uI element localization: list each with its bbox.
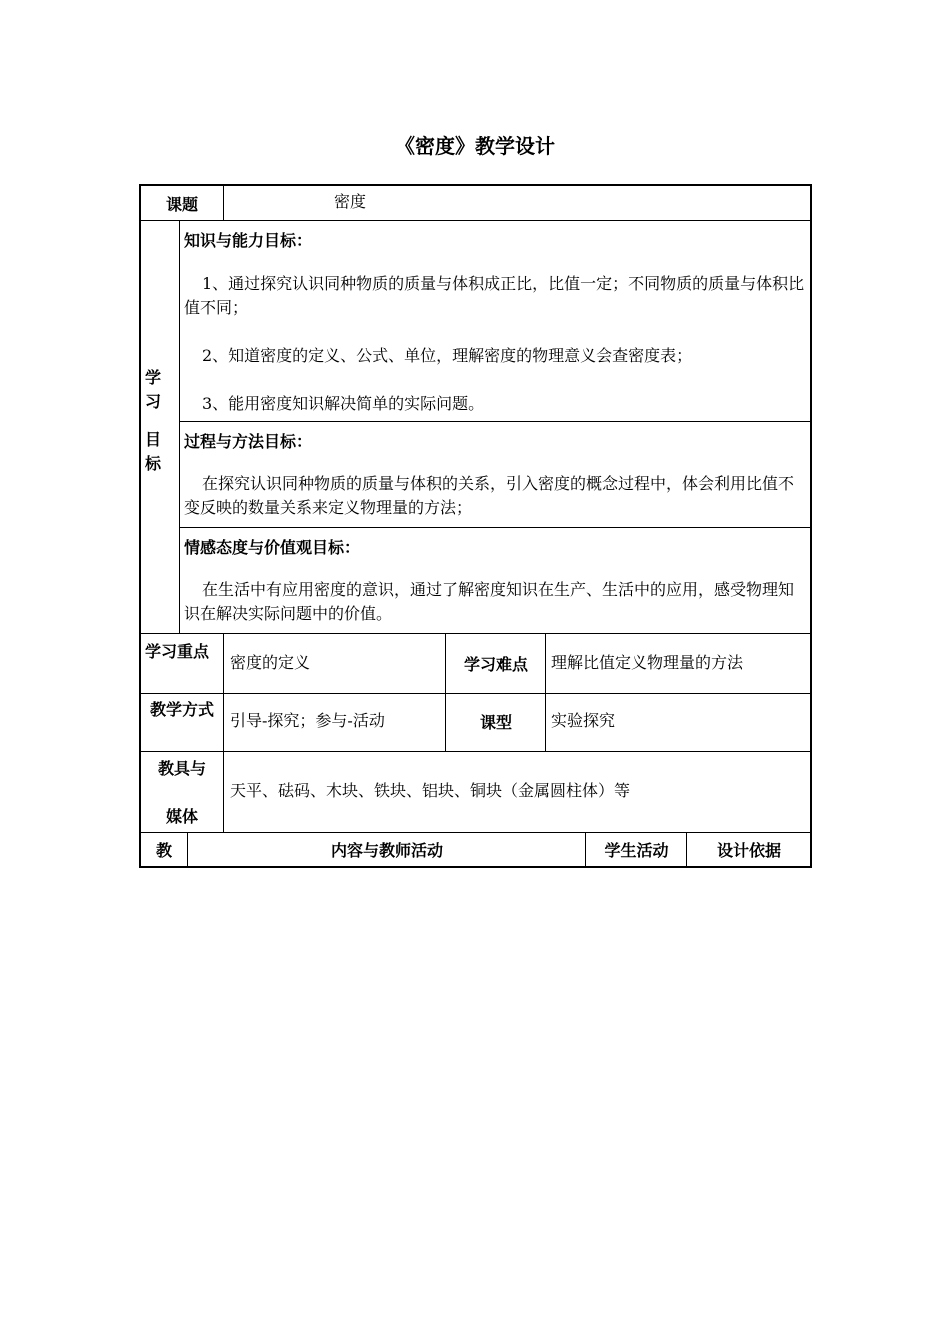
key-point-value: 密度的定义 <box>230 653 311 672</box>
objectives-label-char: 目 <box>145 430 162 449</box>
tools-label-line: 媒体 <box>165 807 198 826</box>
lesson-type-label: 课型 <box>479 713 512 732</box>
knowledge-heading: 知识与能力目标： <box>184 231 313 250</box>
lesson-type-value: 实验探究 <box>551 711 616 730</box>
difficulty-label: 学习难点 <box>463 655 528 674</box>
tools-label <box>141 757 223 829</box>
row-divider <box>139 751 812 752</box>
emotion-heading: 情感态度与价值观目标： <box>184 538 361 557</box>
emotion-text: 在生活中有应用密度的意识，通过了解密度知识在生产、生活中的应用，感受物理知识在解决实际问题中的价值。 <box>184 580 795 623</box>
process-text: 在探究认识同种物质的质量与体积的关系，引入密度的概念过程中，体会利用比值不变反映的数量关系来定义物理量的方法； <box>184 474 795 517</box>
row-divider <box>179 421 812 422</box>
col-divider <box>223 633 224 833</box>
process-col-basis: 设计依据 <box>716 841 781 860</box>
objectives-label-char: 习 <box>145 392 162 411</box>
col-divider <box>187 832 188 868</box>
row-divider <box>139 220 812 221</box>
tools-label-line: 教具与 <box>157 759 206 778</box>
topic-value: 密度 <box>334 192 367 211</box>
col-divider <box>179 220 180 634</box>
knowledge-item-3: 3、能用密度知识解决简单的实际问题。 <box>202 394 485 413</box>
process-col-teach: 教 <box>155 841 172 860</box>
method-value: 引导-探究；参与-活动 <box>230 711 385 730</box>
objectives-label-char: 学 <box>145 368 162 387</box>
knowledge-item-1: 1、通过探究认识同种物质的质量与体积成正比，比值一定；不同物质的质量与体积比值不同； <box>184 274 805 317</box>
process-col-student: 学生活动 <box>604 841 669 860</box>
row-divider <box>139 633 812 634</box>
row-divider <box>179 527 812 528</box>
method-label: 教学方式 <box>150 700 215 719</box>
difficulty-value: 理解比值定义物理量的方法 <box>551 653 744 672</box>
document-title: 《密度》教学设计 <box>395 134 555 158</box>
knowledge-item-2: 2、知道密度的定义、公式、单位，理解密度的物理意义会查密度表； <box>202 346 693 365</box>
row-divider <box>139 693 812 694</box>
process-heading: 过程与方法目标： <box>184 432 313 451</box>
topic-label: 课题 <box>165 195 198 214</box>
col-divider <box>223 184 224 221</box>
col-divider <box>445 633 446 752</box>
process-col-content: 内容与教师活动 <box>330 841 443 860</box>
col-divider <box>585 832 586 868</box>
col-divider <box>686 832 687 868</box>
col-divider <box>545 633 546 752</box>
key-point-label: 学习重点 <box>145 642 210 661</box>
row-divider <box>139 832 812 833</box>
objectives-label <box>145 366 175 476</box>
objectives-label-char: 标 <box>145 454 162 473</box>
tools-value: 天平、砝码、木块、铁块、铝块、铜块（金属圆柱体）等 <box>230 781 631 800</box>
